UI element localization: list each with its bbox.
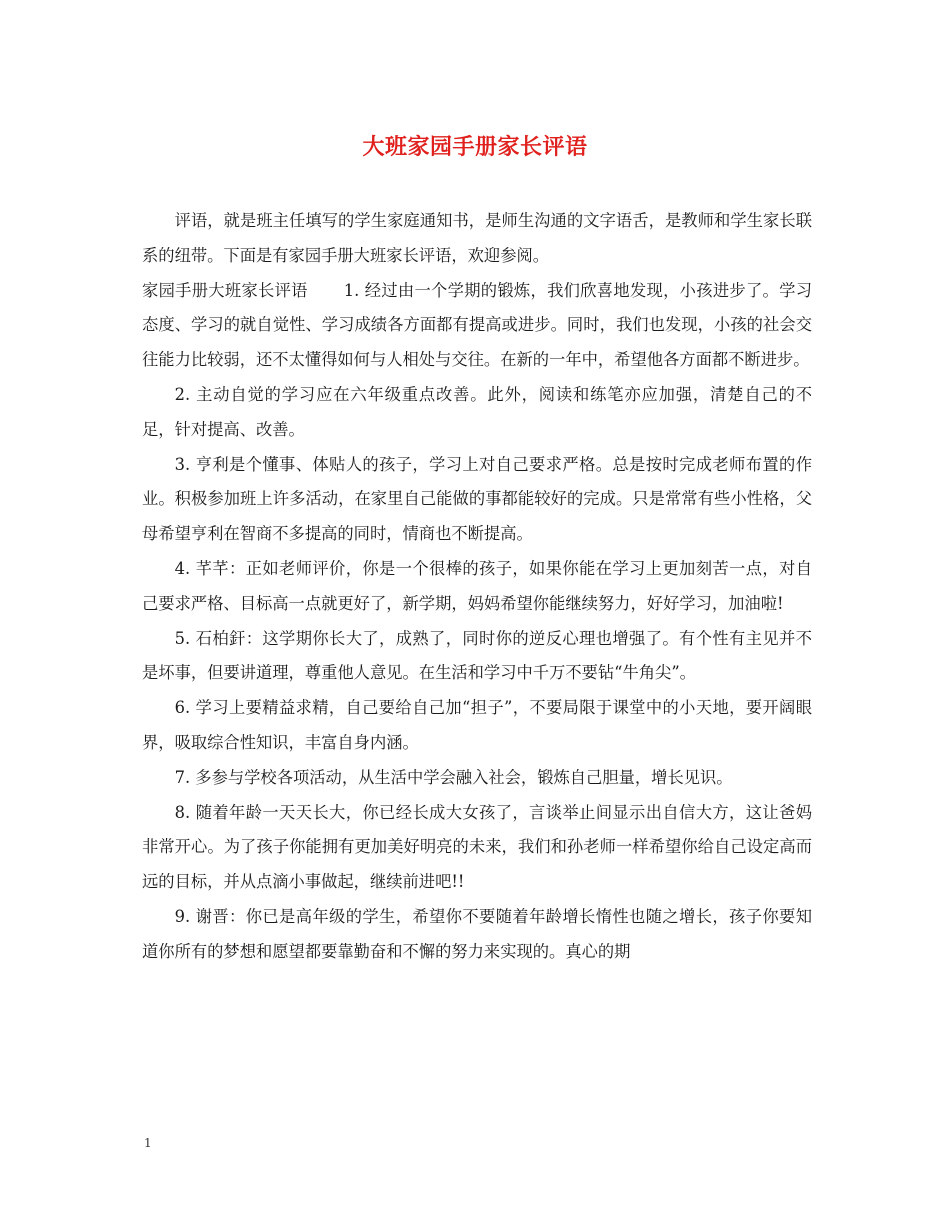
comment-item-7: 7. 多参与学校各项活动，从生活中学会融入社会，锻炼自己胆量，增长见识。 xyxy=(174,767,733,787)
document-title: 大班家园手册家长评语 xyxy=(362,134,588,160)
comment-item-2: 2. 主动自觉的学习应在六年级重点改善。此外，阅读和练笔亦应加强，清楚自己的不足，针对提高、改善。 xyxy=(142,384,812,439)
intro-paragraph: 评语，就是班主任填写的学生家庭通知书，是师生沟通的文字语舌，是教师和学生家长联系的纽带。下面是有家园手册大班家长评语，欢迎参阅。 xyxy=(142,211,812,265)
comment-item-6: 6. 学习上要精益求精，自己要给自己加“担子”，不要局限于课堂中的小天地，要开阔眼界，吸取综合性知识，丰富自身内涵。 xyxy=(142,698,812,752)
section-heading: 家园手册大班家长评语 xyxy=(142,280,308,300)
comment-item-4: 4. 芊芊：正如老师评价，你是一个很棒的孩子，如果你能在学习上更加刻苦一点，对自己要求严格、目标高一点就更好了，新学期，妈妈希望你能继续努力，好好学习，加油啦! xyxy=(142,558,812,613)
document-body xyxy=(142,204,812,970)
comment-item-3: 3. 亨利是个懂事、体贴人的孩子，学习上对自己要求严格。总是按时完成老师布置的作业。积极参加班上许多活动，在家里自己能做的事都能较好的完成。只是常常有些小性格，父母希望亨利在智商不多提高的同时，情商也不断提高。 xyxy=(142,454,812,544)
first-item-paragraph xyxy=(142,274,812,378)
comment-item-5: 5. 石柏釬：这学期你长大了，成熟了，同时你的逆反心理也增强了。有个性有主见并不是坏事，但要讲道理，尊重他人意见。在生活和学习中千万不要钻“牛角尖”。 xyxy=(142,628,812,683)
page-number: 1 xyxy=(144,1136,152,1150)
comment-item-8: 8. 随着年龄一天天长大，你已经长成大女孩了，言谈举止间显示出自信大方，这让爸妈非常开心。为了孩子你能拥有更加美好明亮的未来，我们和孙老师一样希望你给自己设定高而远的目标，并从点滴小事做起，继续前进吧!! xyxy=(142,802,812,892)
comment-item-1: 1. 经过由一个学期的锻炼，我们欣喜地发现，小孩进步了。学习态度、学习的就自觉性、学习成绩各方面都有提高或进步。同时，我们也发现，小孩的社会交往能力比较弱，还不太懂得如何与人相处与交往。在新的一年中，希望他各方面都不断进步。 xyxy=(142,280,812,370)
comment-item-9: 9. 谢晋：你已是高年级的学生，希望你不要随着年龄增长惰性也随之增长，孩子你要知道你所有的梦想和愿望都要靠勤奋和不懈的努力来实现的。真心的期 xyxy=(142,906,812,961)
